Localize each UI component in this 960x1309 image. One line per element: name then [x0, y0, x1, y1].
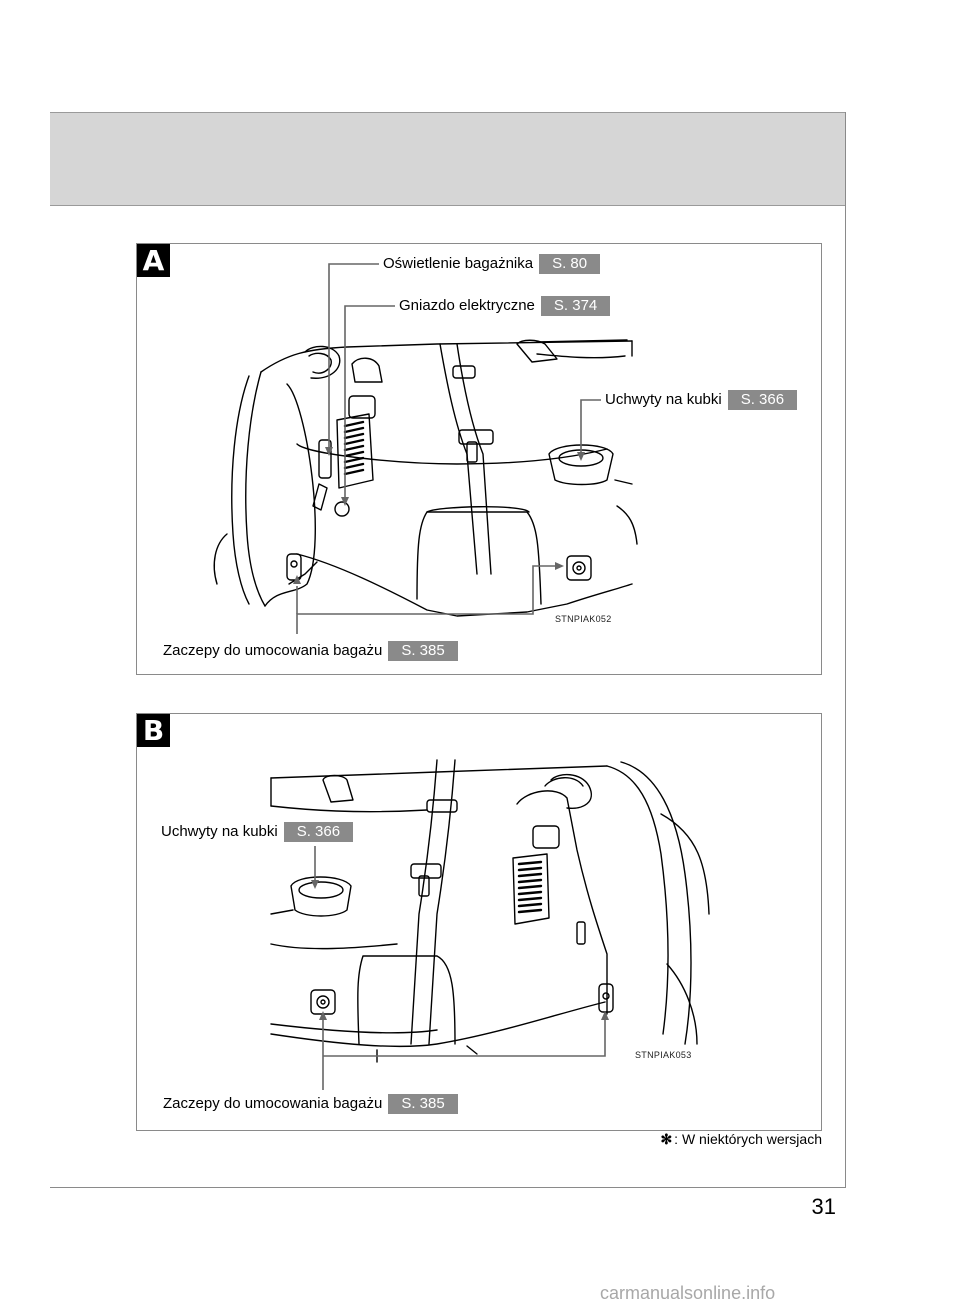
watermark: carmanualsonline.info [600, 1283, 776, 1303]
panel-a-tag: A [137, 244, 170, 277]
ref-badge[interactable]: S. 385 [388, 641, 457, 661]
footnote: ✻ : W niektórych wersjach [660, 1131, 822, 1147]
callout-cup-holders: Uchwyty na kubki S. 366 [605, 390, 797, 410]
ref-badge[interactable]: S. 80 [539, 254, 600, 274]
panel-b-tag: B [137, 714, 170, 747]
callout-trunk-light: Oświetlenie bagażnika S. 80 [383, 254, 600, 274]
callout-cup-holders: Uchwyty na kubki S. 366 [161, 822, 353, 842]
image-code: STNPIAK052 [555, 614, 612, 624]
callout-power-outlet: Gniazdo elektryczne S. 374 [399, 296, 610, 316]
footer-rule [50, 1187, 846, 1188]
callout-tie-down-hooks: Zaczepy do umocowania bagażu S. 385 [163, 1094, 458, 1114]
asterisk-icon: ✻ [660, 1131, 673, 1147]
panel-b [136, 713, 822, 1131]
trunk-illustration-b [137, 714, 821, 1130]
ref-badge[interactable]: S. 366 [284, 822, 353, 842]
ref-badge[interactable]: S. 366 [728, 390, 797, 410]
ref-badge[interactable]: S. 374 [541, 296, 610, 316]
header-band [50, 112, 846, 206]
image-code: STNPIAK053 [635, 1050, 692, 1060]
margin-rule [845, 112, 846, 1188]
ref-badge[interactable]: S. 385 [388, 1094, 457, 1114]
callout-tie-down-hooks: Zaczepy do umocowania bagażu S. 385 [163, 641, 458, 661]
page-number: 31 [811, 1194, 836, 1219]
panel-a [136, 243, 822, 675]
